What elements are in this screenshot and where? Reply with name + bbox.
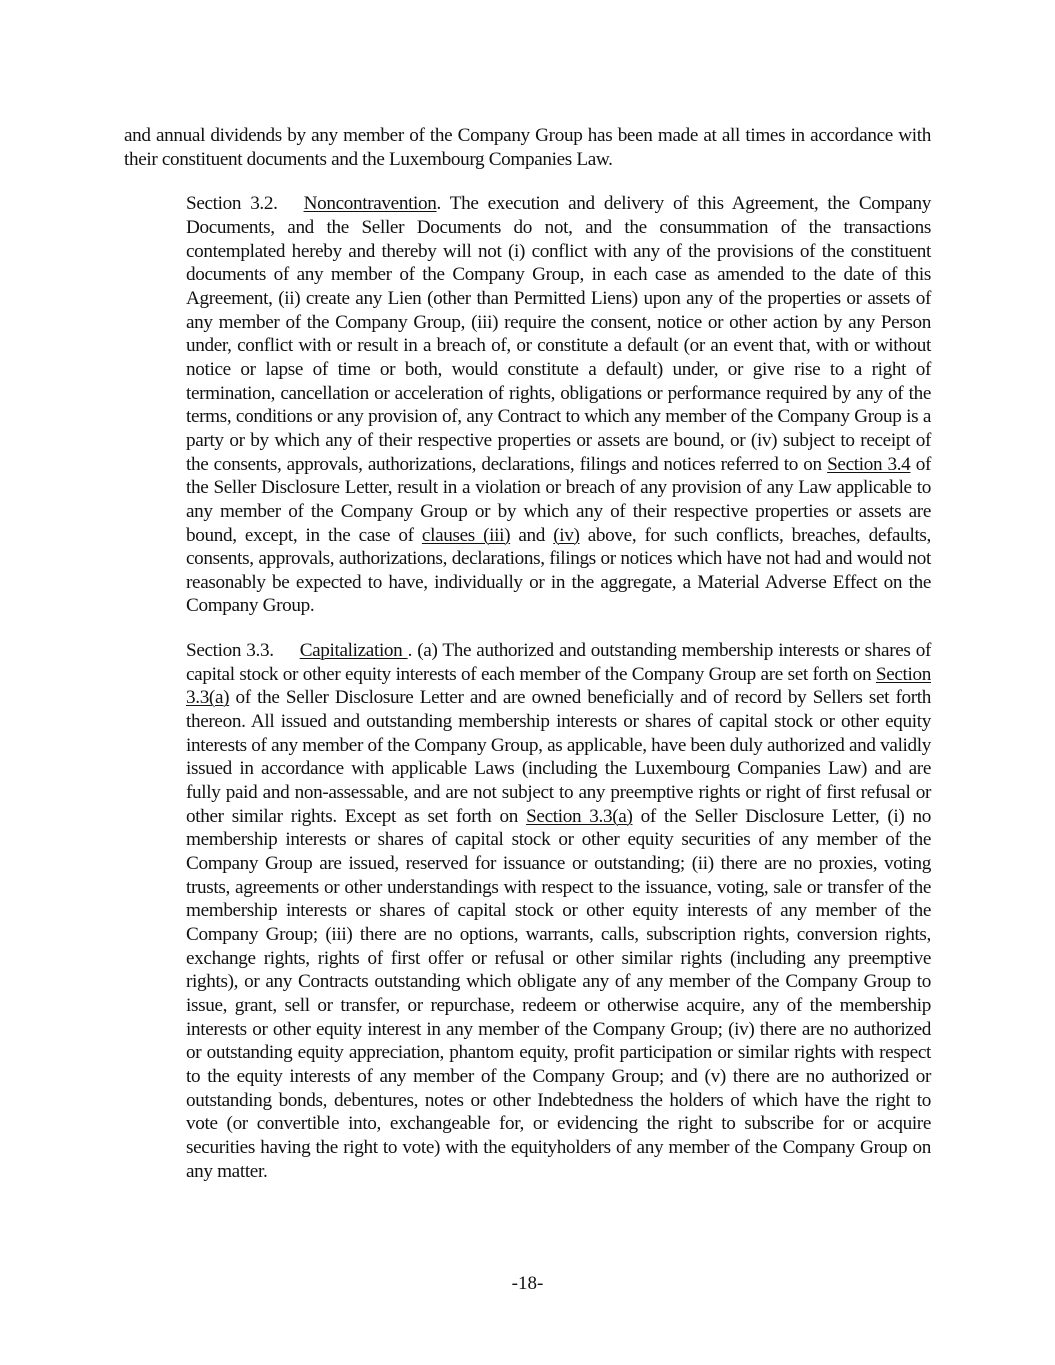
section-3-2-number: Section 3.2.	[186, 193, 278, 215]
document-page	[124, 124, 931, 1183]
ref-clauses-iii: clauses (iii)	[421, 524, 511, 546]
section-3-3-number: Section 3.3.	[186, 640, 274, 662]
ref-section-3-4: Section 3.4	[827, 453, 911, 475]
ref-clause-iv: (iv)	[553, 524, 580, 546]
ref-section-3-3a: Section 3.3(a)	[186, 663, 931, 709]
section-3-2-title: Noncontravention	[303, 193, 437, 215]
page-number: -18-	[511, 1273, 544, 1294]
ref-section-3-3a-second: Section 3.3(a)	[526, 805, 633, 827]
continuation-paragraph: and annual dividends by any member of the Company Group has been made at all times in accordance with their constituent documents and the Luxembourg Companies Law.	[124, 125, 931, 170]
section-3-3-title: Capitalization	[299, 640, 408, 662]
section-3-3-paragraph: Section 3.3. Capitalization . (a) The authorized and outstanding membership interests or shares of capital stock or other equity interests of each member of the Company Group are set forth on Section 3.3(a) of the Seller Disclosure Letter and are owned beneficially and of record by Sellers set forth thereon. All issued and outstanding membership interests or shares of capital stock or other equity interests of any member of the Company Group, as applicable, have been duly authorized and validly issued in accordance with applicable Laws (including the Luxembourg Companies Law) and are fully paid and non-assessable, and are not subject to any preemptive rights or right of first refusal or other similar rights. Except as set forth on Section 3.3(a) of the Seller Disclosure Letter, (i) no membership interests or shares of capital stock or other equity securities of any member of the Company Group are issued, reserved for issuance or outstanding; (ii) there are no proxies, voting trusts, agreements or other understandings with respect to the issuance, voting, sale or transfer of the membership interests or shares of capital stock or other equity interests of any member of the Company Group; (iii) there are no options, warrants, calls, subscription rights, conversion rights, exchange rights, rights of first offer or refusal or other similar rights (including any preemptive rights), or any Contracts outstanding which obligate any of any member of the Company Group to issue, grant, sell or transfer, or repurchase, redeem or otherwise acquire, any of the membership interests or other equity interest in any member of the Company Group; (iv) there are no authorized or outstanding equity appreciation, phantom equity, profit participation or similar rights with respect to the equity interests of any member of the Company Group; and (v) there are no authorized or outstanding bonds, debentures, notes or other Indebtedness the holders of which have the right to vote (or convertible into, exchangeable for, or evidencing the right to subscribe for or acquire securities having the right to vote) with the equityholders of any member of the Company Group on any matter.	[186, 640, 932, 1182]
section-3-2-paragraph: Section 3.2. Noncontravention. The execution and delivery of this Agreement, the Company Documents, and the Seller Documents do not, and the consummation of the transactions contemplated hereby and thereby will not (i) conflict with any of the provisions of the constituent documents of any member of the Company Group, in each case as amended to the date of this Agreement, (ii) create any Lien (other than Permitted Liens) upon any of the properties or assets of any member of the Company Group, (iii) require the consent, notice or other action by any Person under, conflict with or result in a breach of, or constitute a default (or an event that, with or without notice or lapse of time or both, would constitute a default) under, or give rise to a right of termination, cancellation or acceleration of rights, obligations or performance required by any of the terms, conditions or any provision of, any Contract to which any member of the Company Group is a party or by which any of their respective properties or assets are bound, or (iv) subject to receipt of the consents, approvals, authorizations, declarations, filings and notices referred to on Section 3.4 of the Seller Disclosure Letter, result in a violation or breach of any provision of any Law applicable to any member of the Company Group or by which any of their respective properties or assets are bound, except, in the case of clauses (iii) and (iv) above, for such conflicts, breaches, defaults, consents, approvals, authorizations, declarations, filings or notices which have not had and would not reasonably be expected to have, individually or in the aggregate, a Material Adverse Effect on the Company Group.	[186, 193, 931, 617]
